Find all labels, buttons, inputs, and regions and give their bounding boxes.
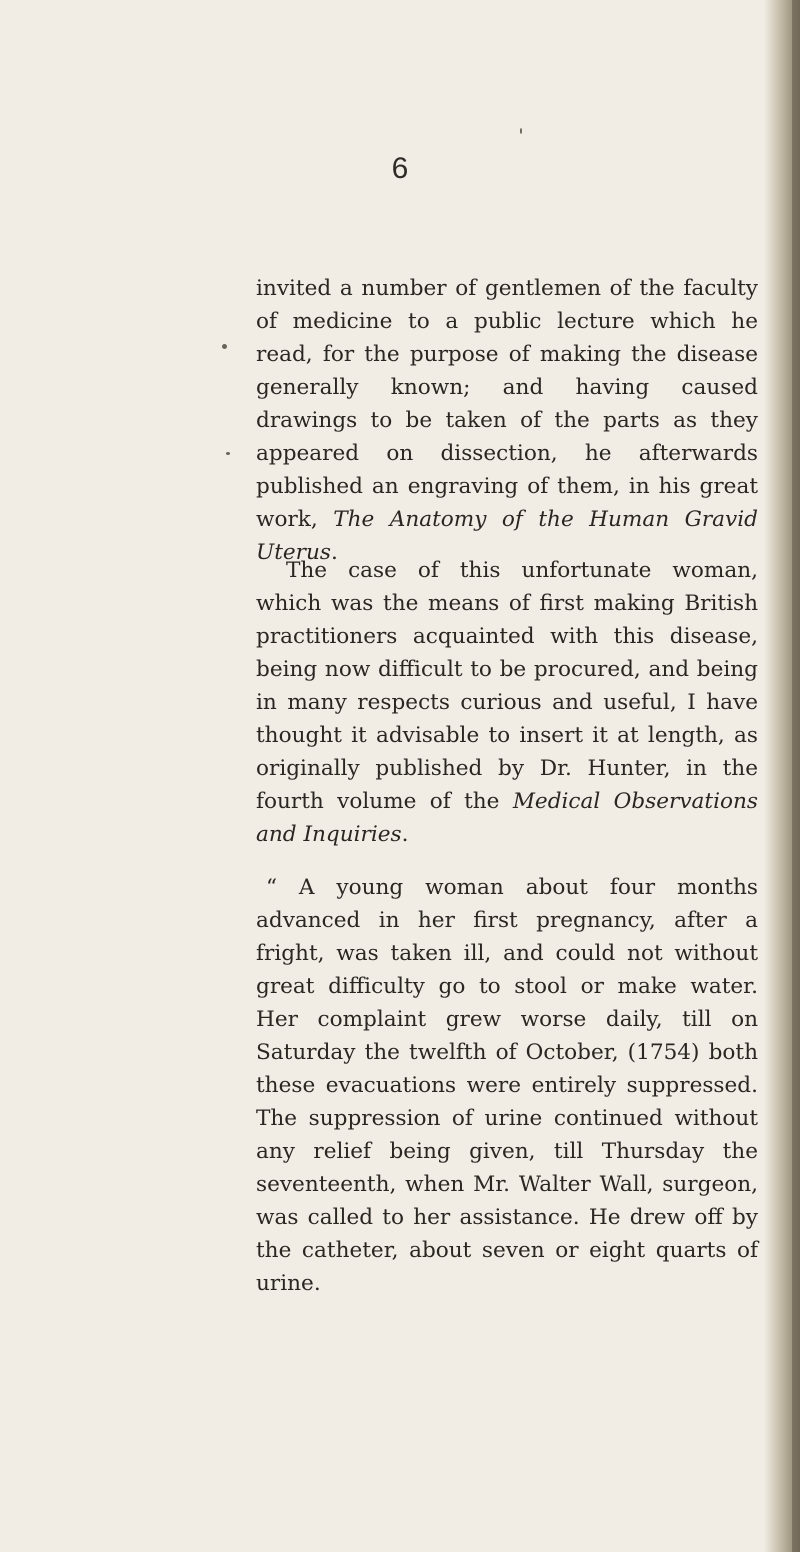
paragraph-3: [256, 871, 758, 1300]
paragraph-1-end: .: [330, 540, 338, 565]
paragraph-1-text: [256, 272, 758, 569]
paragraph-2-text: [256, 554, 758, 851]
page-speck: [226, 452, 230, 455]
paragraph-2: [256, 554, 758, 851]
book-title-anatomy: The Anatomy of the Human Gravid Uterus: [256, 507, 758, 565]
page-number: 6: [391, 152, 409, 185]
paragraph-1-body: invited a number of gentlemen of the faculty of medicine to a public lecture which he read, for the purpose of making the disease generally known; and having caused drawings to be taken of the parts as they appeared on dissection, he afterwards published an engraving of them, in his great work,: [256, 276, 758, 532]
paragraph-2-end: .: [401, 822, 409, 847]
page-speck: [520, 128, 522, 134]
book-title-medical-observations: Medical Observations and Inquiries: [256, 789, 759, 847]
paragraph-1: [256, 272, 758, 569]
binding-edge: [792, 0, 800, 1552]
paragraph-2-body: The case of this unfortunate woman, which was the means of first making British practitioners acquainted with this disease, being now difficult to be procured, and being in many respects curious and useful, I have thought it advisable to insert it at length, as originally published by Dr. Hunter, in the fourth volume of the: [256, 558, 758, 814]
paragraph-3-text: “ A young woman about four months advanced in her first pregnancy, after a fright, was taken ill, and could not without great difficulty go to stool or make water. Her complaint grew worse daily, till on Saturday the twelfth of October, (1754) both these evacuations were entirely suppressed. The suppression of urine continued without any relief being given, till Thursday the seventeenth, when Mr. Walter Wall, surgeon, was called to her assistance. He drew off by the catheter, about seven or eight quarts of urine.: [256, 875, 758, 1296]
page-speck: [222, 344, 227, 349]
